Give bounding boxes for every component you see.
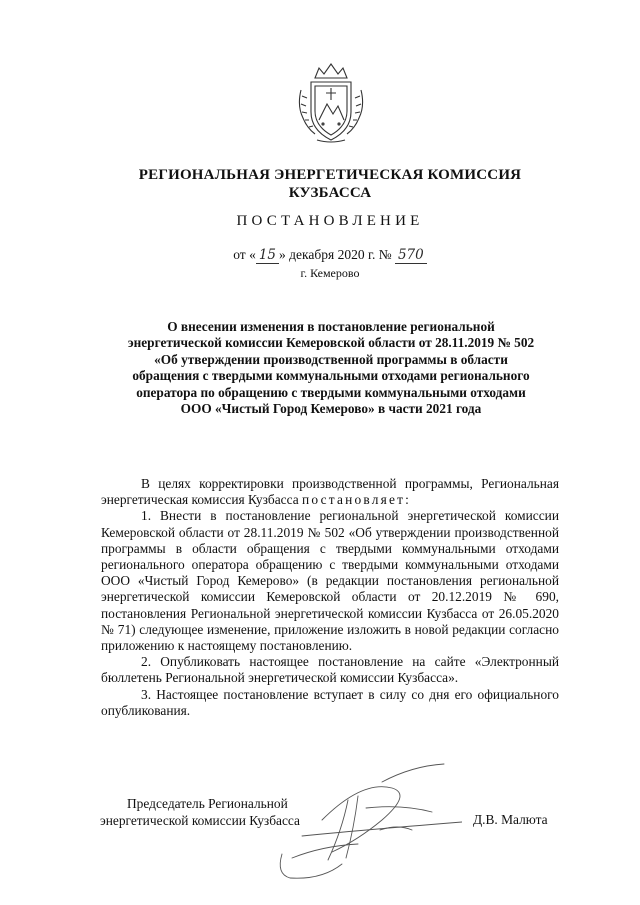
date-day-handwritten: 15 [256, 247, 279, 264]
document-body [101, 476, 559, 719]
organization-name-line2: КУЗБАССА [288, 185, 372, 201]
document-city: г. Кемерово [300, 266, 360, 280]
date-prefix: от « [233, 247, 256, 262]
signatory-name: Д.В. Малюта [473, 812, 548, 827]
title-line: оператора по обращению с твердыми коммунальными отходами [136, 384, 526, 400]
handwritten-signature [262, 760, 462, 900]
paragraph-3: 3. Настоящее постановление вступает в силу со дня его официального опубликования. [101, 686, 559, 718]
intro-action: постановляет: [302, 492, 412, 508]
title-line: энергетической комиссии Кемеровской области от 28.11.2019 № 502 [127, 335, 535, 351]
date-suffix: » декабря 2020 г. № [279, 247, 392, 262]
document-number-handwritten: 570 [395, 247, 427, 264]
intro-text: В целях корректировки производственной программы, Региональная энергетическая комиссия Кузбасса [101, 476, 559, 508]
title-line: ООО «Чистый Город Кемерово» в части 2021 года [180, 401, 482, 417]
paragraph-2: 2. Опубликовать настоящее постановление на сайте «Электронный бюллетень Региональной энергетической комиссии Кузбасса». [101, 654, 559, 686]
document-date-line [120, 247, 540, 263]
organization-name-line1: РЕГИОНАЛЬНАЯ ЭНЕРГЕТИЧЕСКАЯ КОМИССИЯ [138, 167, 522, 183]
document-type: ПОСТАНОВЛЕНИЕ [236, 213, 424, 229]
paragraph-1: 1. Внести в постановление региональной энергетической комиссии Кемеровской области от 28.11.2019 № 502 «Об утверждении производственной программы в области обращения с твердыми коммунальными отходами регионального оператора обращению с твердыми коммунальными отходами ООО «Чистый Город Кемерово» (в редакции постановления региональной энергетической комиссии Кемеровской области от 20.12.2019 № 690, постановления Региональной энергетической комиссии Кузбасса от 26.05.2020 № 71) следующее изменение, приложение изложить в новой редакции согласно приложению к настоящему постановлению. [101, 508, 559, 654]
signatory-title-line2: энергетической комиссии Кузбасса [100, 812, 300, 828]
title-line: «Об утверждении производственной программы в области [154, 351, 508, 367]
title-line: О внесении изменения в постановление региональной [167, 319, 495, 334]
title-line: обращения с твердыми коммунальными отходами регионального [132, 368, 530, 384]
intro-paragraph [101, 476, 559, 508]
signatory-title-line1: Председатель Региональной [127, 796, 288, 811]
coat-of-arms-emblem [297, 60, 365, 144]
document-title [96, 319, 566, 417]
